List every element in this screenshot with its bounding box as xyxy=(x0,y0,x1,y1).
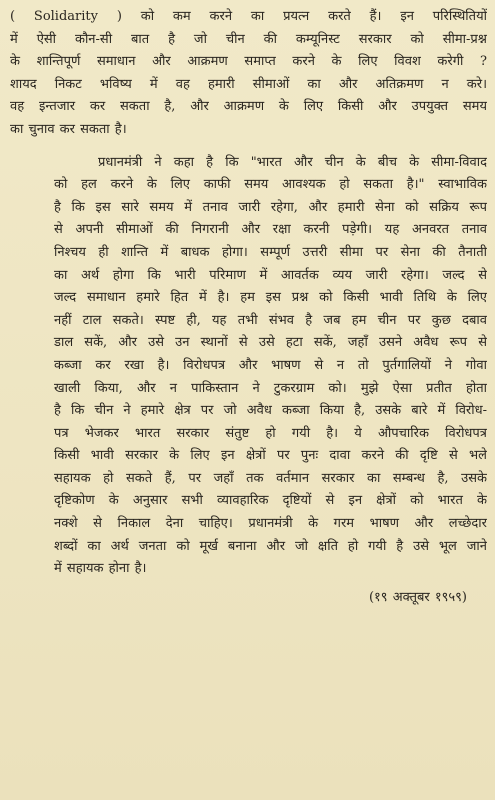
text-line: वह इन्तजार कर सकता है, और आक्रमण के लिए किसी और उपयुक्त समय xyxy=(10,99,487,115)
text-line: का अर्थ होगा कि भारी परिमाण में आवर्तक व्यय जारी रहेगा। जल्द से xyxy=(54,267,487,283)
text-line: के शान्तिपूर्ण समाधान और आक्रमण समाप्त करने के लिए विवश करेगी ? xyxy=(10,54,487,70)
text-line: शायद निकट भविष्य में वह हमारी सीमाओं का और अतिक्रमण न करे। xyxy=(10,76,487,92)
paragraph-2 xyxy=(10,152,487,581)
text-line: दृष्टिकोण के अनुसार सभी व्यावहारिक दृष्टियों से इन क्षेत्रों को भारत के xyxy=(54,493,487,509)
date-line: (१९ अक्तूबर १९५९) xyxy=(368,589,467,605)
text-line: शब्दों का अर्थ जनता को मूर्ख बनाना और जो क्षति हो गयी है उसे भूल जाने xyxy=(54,538,487,554)
text-line: ( Solidarity ) को कम करने का प्रयत्न करते हैं। इन परिस्थितियों xyxy=(10,9,487,24)
page-text xyxy=(10,6,487,609)
text-line: पत्र भेजकर भारत सरकार संतुष्ट हो गयी है। ये औपचारिक विरोधपत्र xyxy=(54,425,487,441)
paragraph-1 xyxy=(10,6,487,142)
text-line: प्रधानमंत्री ने कहा है कि "भारत और चीन के बीच के सीमा-विवाद xyxy=(98,154,487,170)
text-line: है कि चीन ने हमारे क्षेत्र पर जो अवैध कब्जा किया है, उसके बारे में विरोध- xyxy=(54,403,487,419)
text-line: में सहायक होना है। xyxy=(54,561,147,577)
text-line: में ऐसी कौन-सी बात है जो चीन की कम्यूनिस्ट सरकार को सीमा-प्रश्न xyxy=(10,31,487,47)
text-line: है कि इस सारे समय में तनाव जारी रहेगा, और हमारी सेना को सक्रिय रूप xyxy=(54,199,487,215)
text-line: को हल करने के लिए काफी समय आवश्यक हो सकता है।" स्वाभाविक xyxy=(54,177,487,193)
text-line: खाली किया, और न पाकिस्तान ने टुकरग्राम को। मुझे ऐसा प्रतीत होता xyxy=(54,380,487,396)
text-line: नक्शे से निकाल देना चाहिए। प्रधानमंत्री के गरम भाषण और लच्छेदार xyxy=(54,516,487,532)
text-line: का चुनाव कर सकता है। xyxy=(10,121,127,137)
text-line: डाल सकें, और उसे उन स्थानों से उसे हटा सकें, जहाँ उसने अवैध रूप से xyxy=(54,335,487,351)
text-line: से अपनी सीमाओं की निगरानी और रक्षा करनी पड़ेगी। यह अनवरत तनाव xyxy=(54,222,487,238)
text-line: नहीं टाल सकते। स्पष्ट ही, यह तभी संभव है जब हम चीन पर कुछ दबाव xyxy=(54,312,487,328)
text-line: निश्चय ही शान्ति में बाधक होगा। सम्पूर्ण उत्तरी सीमा पर सेना की तैनाती xyxy=(54,244,487,260)
text-line: सहायक हो सकते हैं, पर जहाँ तक वर्तमान सरकार का सम्बन्ध है, उसके xyxy=(54,470,487,486)
text-line: कब्जा कर रखा है। विरोधपत्र और भाषण से न तो पुर्तगालियों ने गोवा xyxy=(54,357,487,373)
text-line: किसी भावी सरकार के लिए इन क्षेत्रों पर पुनः दावा करने की दृष्टि से भले xyxy=(54,448,487,464)
text-line: जल्द समाधान हमारे हित में है। हम इस प्रश्न को किसी भावी तिथि के लिए xyxy=(54,290,487,306)
